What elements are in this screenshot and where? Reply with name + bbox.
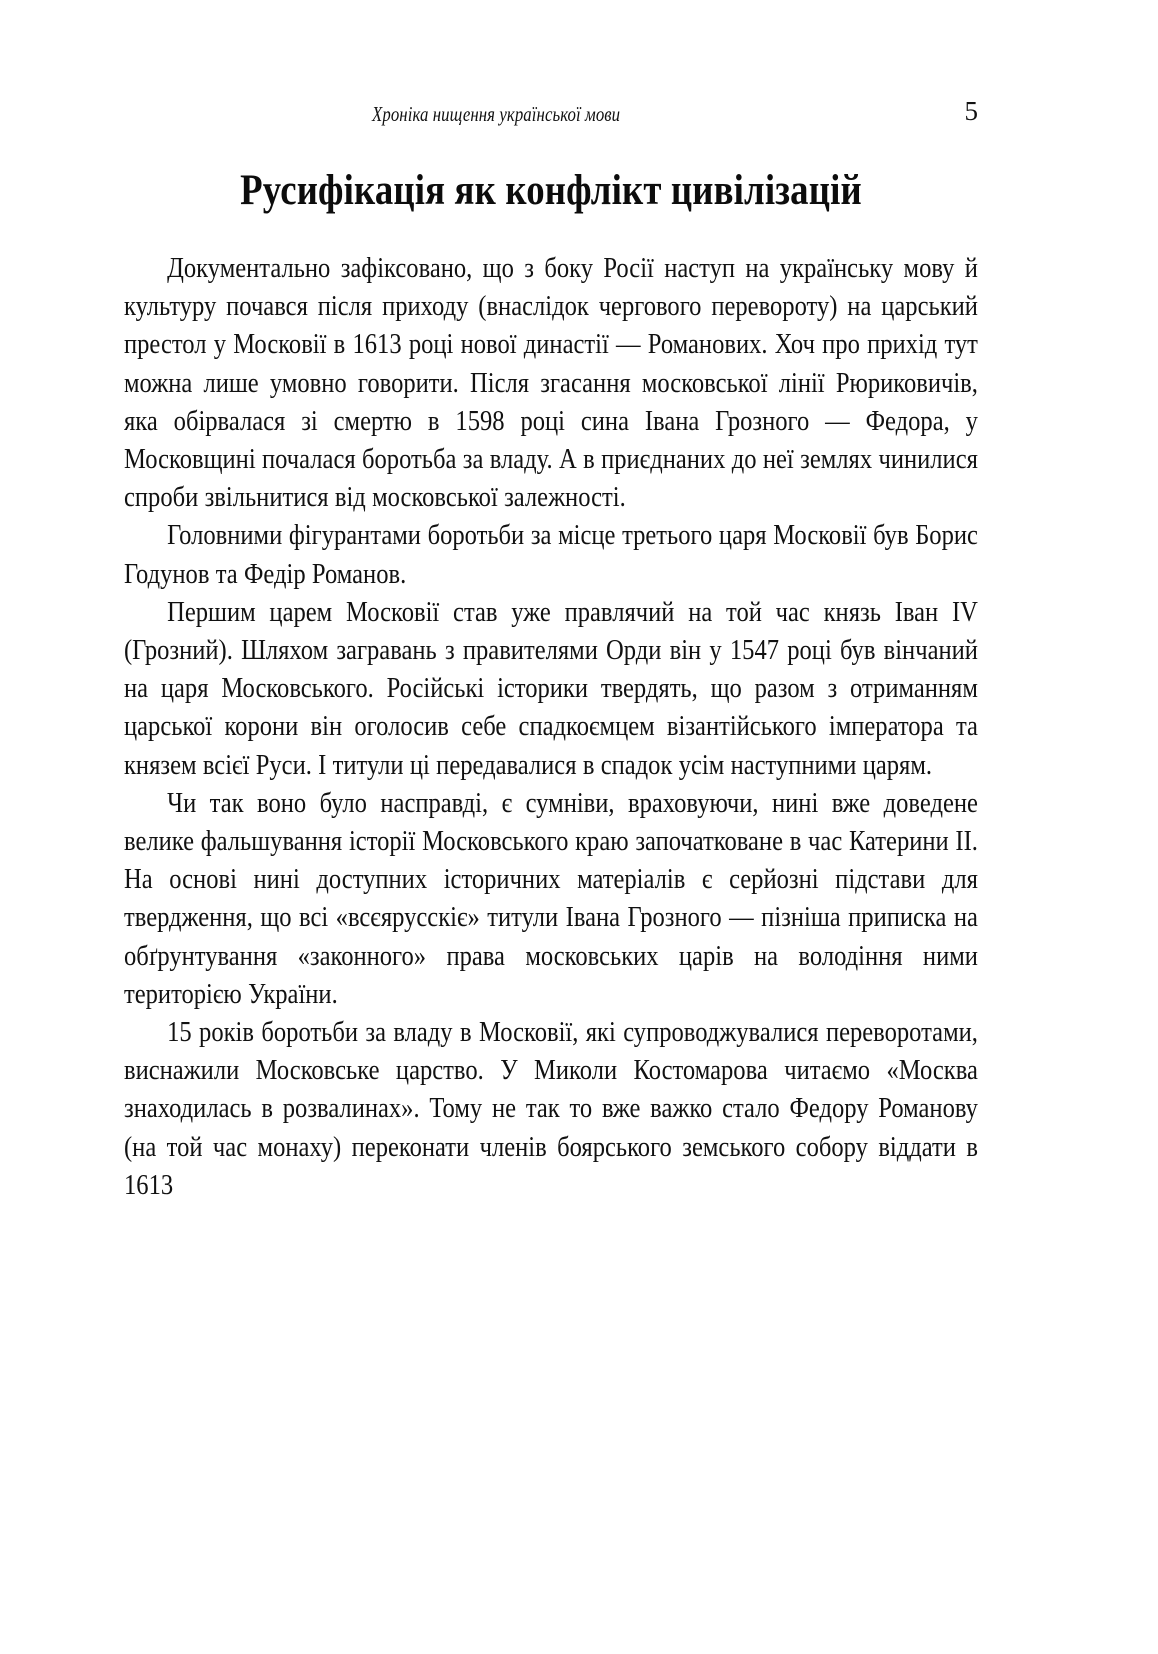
page-content [124,96,978,1205]
paragraph-text: Першим царем Московії став уже правлячий на той час князь Іван IV (Грозний). Шляхом загравань з правителями Орди він у 1547 році був вінчаний на царя Московського. Російські історики твердять, що разом з отриманням царської корони він оголосив себе спадкоємцем візантійського імператора та князем всієї Руси. І титули ці передавалися в спадок усім наступними царям. [124,596,978,781]
body-copy [124,250,978,1205]
paragraph [124,594,978,785]
paragraph [124,250,978,517]
paragraph-text: 15 років боротьби за владу в Московії, які супроводжувалися переворотами, виснажили Московське царство. У Миколи Костомарова читаємо «Москва знаходилась в розвалинах». Тому не так то вже важко стало Федору Романову (на той час монаху) переконати членів боярського земського собору віддати в 1613 [124,1017,978,1201]
page-number: 5 [964,96,978,126]
chapter-title: Русифікація як конфлікт цивілізацій [240,167,862,214]
running-header [124,96,978,140]
running-head-title: Хроніка нищення української мови [372,102,621,126]
paragraph [124,1014,978,1205]
paragraph-text: Чи так воно було насправді, є сумніви, враховуючи, нині вже доведене велике фальшування історії Московського краю започатковане в час Катерини II. На основі нині доступних історичних матеріалів є серйозні підстави для твердження, що всі «всєярусскіє» титули Івана Грозного — пізніша приписка на обґрунтування «законного» права московських царів на володіння ними територією України. [124,787,978,1010]
paragraph-text: Головними фігурантами боротьби за місце третього царя Московії був Борис Годунов та Федір Романов. [124,520,978,590]
paragraph [124,785,978,1014]
paragraph [124,517,978,593]
paragraph-text: Документально зафіксовано, що з боку Росії наступ на українську мову й культуру почався після приходу (внаслідок чергового перевороту) на царський престол у Московії в 1613 році нової династії — Романових. Хоч про прихід тут можна лише умовно говорити. Після згасання московської лінії Рюриковичів, яка обірвалася зі смертю в 1598 році сина Івана Грозного — Федора, у Московщині почалася боротьба за владу. А в приєднаних до неї землях чинилися спроби звільнитися від московської залежності. [124,253,978,514]
